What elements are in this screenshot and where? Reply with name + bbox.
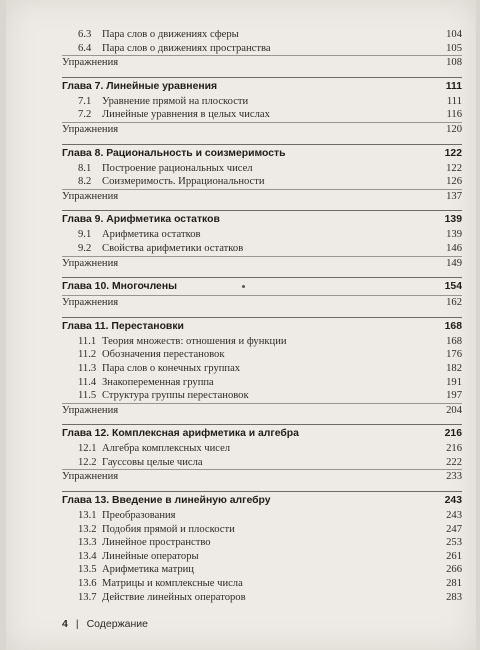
entry-title: Матрицы и комплексные числа bbox=[102, 578, 243, 590]
entry-title: Пара слов о конечных группах bbox=[102, 362, 241, 374]
entry-title: Уравнение прямой на плоскости bbox=[102, 95, 249, 107]
exercises-label: Упражнения bbox=[62, 257, 119, 269]
entry-title: Линейные уравнения в целых числах bbox=[102, 109, 270, 121]
toc-chapter bbox=[62, 77, 462, 144]
entry-page: 216 bbox=[446, 443, 462, 455]
exercises-label: Упражнения bbox=[62, 123, 119, 135]
toc-entry bbox=[62, 523, 462, 537]
entry-number: 6.4 bbox=[78, 42, 92, 54]
entry-number: 12.1 bbox=[78, 443, 97, 455]
footer-title: Содержание bbox=[86, 618, 148, 630]
entry-number: 13.7 bbox=[78, 591, 97, 603]
chapter-title: Глава 12. Комплексная арифметика и алгебра bbox=[62, 428, 299, 440]
toc-entry bbox=[62, 456, 462, 470]
exercises-label: Упражнения bbox=[62, 404, 119, 416]
entry-page: 222 bbox=[446, 456, 462, 468]
toc-entry bbox=[62, 563, 462, 577]
exercises-page: 204 bbox=[446, 404, 462, 416]
entry-page: 176 bbox=[446, 349, 462, 361]
entry-title: Алгебра комплексных чисел bbox=[102, 443, 231, 455]
entry-number: 12.2 bbox=[78, 456, 97, 468]
entry-title: Подобия прямой и плоскости bbox=[102, 523, 235, 535]
entry-title: Свойства арифметики остатков bbox=[102, 242, 244, 254]
entry-number: 11.3 bbox=[78, 362, 97, 374]
entry-title: Линейные операторы bbox=[102, 550, 199, 562]
entry-number: 13.4 bbox=[78, 550, 97, 562]
toc-entry bbox=[62, 509, 462, 523]
entry-number: 13.2 bbox=[78, 523, 97, 535]
entry-title: Построение рациональных чисел bbox=[102, 162, 253, 174]
toc-entry bbox=[62, 389, 462, 403]
toc-entry bbox=[62, 376, 462, 390]
entry-page: 283 bbox=[446, 591, 462, 603]
toc-entry bbox=[62, 536, 462, 550]
entry-title: Арифметика остатков bbox=[102, 229, 201, 241]
toc-entry bbox=[62, 348, 462, 362]
entry-title: Линейное пространство bbox=[102, 537, 211, 549]
entry-number: 11.2 bbox=[78, 349, 97, 361]
toc-entry bbox=[62, 42, 462, 56]
entry-number: 7.1 bbox=[78, 95, 92, 107]
table-of-contents bbox=[62, 28, 462, 611]
entry-page: 168 bbox=[446, 335, 462, 347]
toc-exercises-entry bbox=[62, 122, 462, 137]
chapter-title: Глава 7. Линейные уравнения bbox=[62, 80, 218, 92]
chapter-page: 243 bbox=[444, 495, 462, 507]
entry-page: 253 bbox=[446, 537, 462, 549]
toc-entry bbox=[62, 550, 462, 564]
entry-page: 116 bbox=[446, 109, 462, 121]
chapter-heading bbox=[62, 425, 462, 442]
entry-title: Соизмеримость. Иррациональности bbox=[102, 176, 265, 188]
entry-title: Структура группы перестановок bbox=[102, 390, 249, 402]
entry-page: 126 bbox=[446, 176, 462, 188]
entry-number: 8.1 bbox=[78, 162, 92, 174]
entry-number: 7.2 bbox=[78, 109, 92, 121]
chapter-heading bbox=[62, 211, 462, 228]
exercises-page: 137 bbox=[446, 190, 462, 202]
chapter-page: 139 bbox=[444, 214, 462, 226]
toc-entry bbox=[62, 335, 462, 349]
toc-exercises-entry bbox=[62, 55, 462, 70]
book-page bbox=[6, 0, 476, 650]
toc-entry bbox=[62, 108, 462, 122]
exercises-page: 108 bbox=[446, 57, 462, 69]
toc-entry bbox=[62, 442, 462, 456]
chapter-page: 216 bbox=[444, 428, 462, 440]
exercises-page: 162 bbox=[446, 297, 462, 309]
toc-entry bbox=[62, 228, 462, 242]
entry-page: 243 bbox=[446, 510, 462, 522]
toc-entry bbox=[62, 591, 462, 605]
footer-separator: | bbox=[75, 618, 79, 630]
exercises-page: 233 bbox=[446, 471, 462, 483]
entry-page: 247 bbox=[446, 523, 462, 535]
entry-page: 266 bbox=[446, 564, 462, 576]
toc-entry bbox=[62, 95, 462, 109]
entry-title: Пара слов о движениях сферы bbox=[102, 29, 239, 40]
toc-entry bbox=[62, 242, 462, 256]
entry-number: 13.5 bbox=[78, 564, 97, 576]
entry-number: 6.3 bbox=[78, 29, 92, 40]
entry-title: Преобразования bbox=[102, 510, 176, 522]
entry-title: Арифметика матриц bbox=[102, 564, 194, 576]
entry-page: 122 bbox=[446, 162, 462, 174]
chapter-title: Глава 8. Рациональность и соизмеримость bbox=[62, 147, 286, 159]
entry-number: 13.3 bbox=[78, 537, 97, 549]
chapter-heading bbox=[62, 492, 462, 509]
entry-title: Гауссовы целые числа bbox=[102, 456, 203, 468]
entry-number: 8.2 bbox=[78, 176, 92, 188]
toc-exercises-entry bbox=[62, 295, 462, 310]
toc-exercises-entry bbox=[62, 189, 462, 204]
toc-entry bbox=[62, 362, 462, 376]
entry-title: Обозначения перестановок bbox=[102, 349, 225, 361]
chapter-title: Глава 9. Арифметика остатков bbox=[62, 214, 220, 226]
entry-page: 261 bbox=[446, 550, 462, 562]
chapter-heading bbox=[62, 318, 462, 335]
toc-entry bbox=[62, 577, 462, 591]
entry-number: 13.6 bbox=[78, 578, 97, 590]
exercises-label: Упражнения bbox=[62, 297, 119, 309]
chapter-page: 111 bbox=[445, 80, 462, 92]
entry-title: Пара слов о движениях пространства bbox=[102, 42, 271, 54]
chapter-heading bbox=[62, 145, 462, 162]
toc-exercises-entry bbox=[62, 256, 462, 271]
exercises-page: 149 bbox=[446, 257, 462, 269]
exercises-label: Упражнения bbox=[62, 190, 119, 202]
page-footer bbox=[62, 618, 148, 630]
entry-title: Действие линейных операторов bbox=[102, 591, 246, 603]
entry-number: 11.1 bbox=[78, 335, 97, 347]
toc-entry bbox=[62, 175, 462, 189]
exercises-page: 120 bbox=[446, 123, 462, 135]
entry-page: 182 bbox=[446, 362, 462, 374]
chapter-heading bbox=[62, 78, 462, 95]
entry-page: 191 bbox=[446, 376, 462, 388]
toc-entry bbox=[62, 162, 462, 176]
chapter-heading bbox=[62, 278, 462, 295]
entry-page: 111 bbox=[446, 95, 462, 107]
entry-number: 13.1 bbox=[78, 510, 97, 522]
toc-entry bbox=[62, 28, 462, 42]
chapter-title: Глава 11. Перестановки bbox=[62, 320, 184, 332]
exercises-label: Упражнения bbox=[62, 471, 119, 483]
entry-title: Знакопеременная группа bbox=[102, 376, 214, 388]
entry-page: 104 bbox=[446, 29, 462, 40]
entry-page: 139 bbox=[446, 229, 462, 241]
entry-number: 9.1 bbox=[78, 229, 92, 241]
entry-number: 9.2 bbox=[78, 242, 92, 254]
toc-chapter bbox=[62, 277, 462, 317]
toc-exercises-entry bbox=[62, 403, 462, 418]
chapter-title: Глава 10. Многочлены bbox=[62, 281, 177, 293]
toc-exercises-entry bbox=[62, 469, 462, 484]
entry-page: 197 bbox=[446, 390, 462, 402]
entry-page: 146 bbox=[446, 242, 462, 254]
toc-chapter bbox=[62, 144, 462, 211]
toc-chapter bbox=[62, 491, 462, 611]
chapter-page: 122 bbox=[444, 147, 462, 159]
exercises-label: Упражнения bbox=[62, 57, 119, 69]
entry-number: 11.4 bbox=[78, 376, 97, 388]
chapter-page: 168 bbox=[444, 320, 462, 332]
toc-chapter bbox=[62, 210, 462, 277]
chapter-page: 154 bbox=[444, 281, 462, 293]
toc-chapter bbox=[62, 424, 462, 491]
toc-chapter bbox=[62, 317, 462, 425]
chapter-title: Глава 13. Введение в линейную алгебру bbox=[62, 495, 271, 507]
entry-page: 105 bbox=[446, 42, 462, 54]
entry-number: 11.5 bbox=[78, 390, 97, 402]
footer-page-number: 4 bbox=[62, 618, 68, 630]
entry-page: 281 bbox=[446, 578, 462, 590]
entry-title: Теория множеств: отношения и функции bbox=[102, 335, 287, 347]
toc-lead-section bbox=[62, 28, 462, 77]
print-speck bbox=[242, 285, 245, 288]
